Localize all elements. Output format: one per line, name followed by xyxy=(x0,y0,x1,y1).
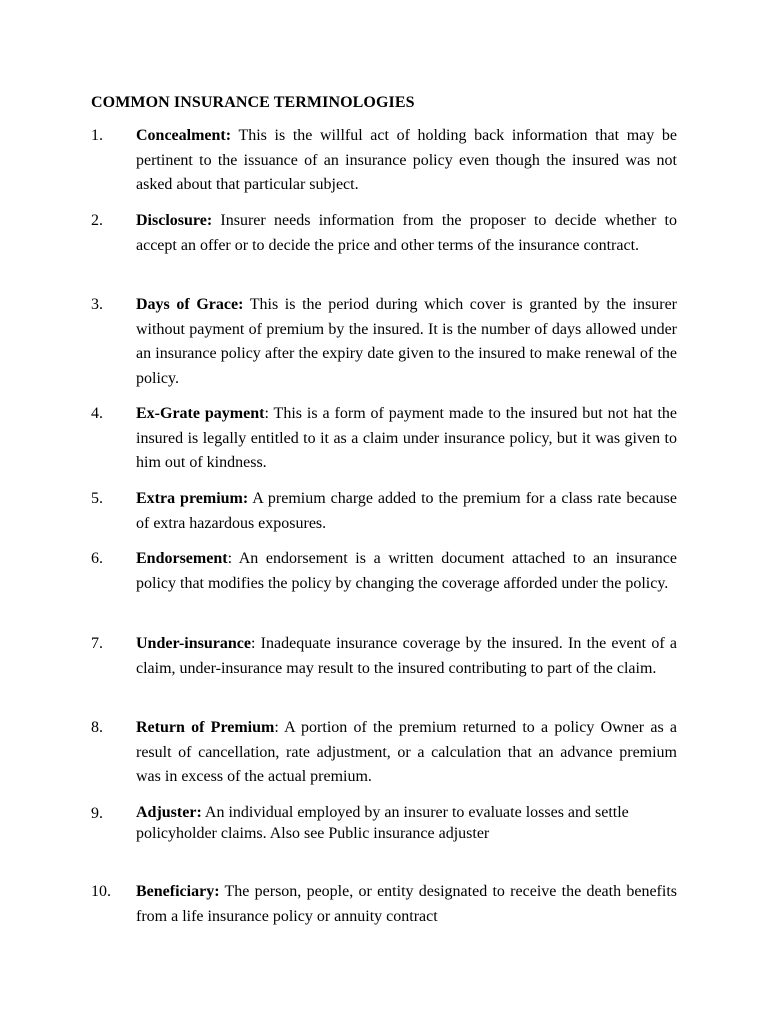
item-term: Days of Grace: xyxy=(136,296,244,313)
item-text xyxy=(136,124,677,198)
item-text xyxy=(136,402,677,476)
item-term: Disclosure: xyxy=(136,212,213,229)
item-number: 2. xyxy=(91,212,103,229)
list-item xyxy=(91,632,677,681)
item-definition: Insurer needs information from the proposer to decide whether to accept an offer or to decide the price and other terms of the insurance contract. xyxy=(136,212,677,254)
item-definition: : An endorsement is a written document attached to an insurance policy that modifies the policy by changing the coverage afforded under the policy. xyxy=(136,550,677,592)
item-number: 1. xyxy=(91,127,103,144)
item-term: Adjuster: xyxy=(136,804,202,821)
list-item xyxy=(91,716,677,790)
item-number: 9. xyxy=(91,805,103,822)
item-term: Concealment: xyxy=(136,127,232,144)
item-number: 6. xyxy=(91,550,103,567)
list-item xyxy=(91,402,677,476)
item-text xyxy=(136,880,677,929)
item-definition: An individual employed by an insurer to evaluate losses and settle policyholder claims. Also see Public insurance adjuster xyxy=(136,804,629,842)
item-definition: This is the willful act of holding back information that may be pertinent to the issuance of an insurance policy even though the insured was not asked about that particular subject. xyxy=(136,127,677,193)
item-number: 4. xyxy=(91,405,103,422)
item-definition: : Inadequate insurance coverage by the insured. In the event of a claim, under-insurance may result to the insured contributing to part of the claim. xyxy=(136,635,677,677)
document-title: COMMON INSURANCE TERMINOLOGIES xyxy=(91,94,415,111)
item-number: 10. xyxy=(91,883,111,900)
item-text xyxy=(136,802,677,844)
item-text xyxy=(136,716,677,790)
item-definition: : A portion of the premium returned to a policy Owner as a result of cancellation, rate adjustment, or a calculation that an advance premium was in excess of the actual premium. xyxy=(136,719,677,785)
list-item xyxy=(91,802,677,844)
list-item xyxy=(91,293,677,391)
item-term: Return of Premium xyxy=(136,719,275,736)
item-definition: The person, people, or entity designated to receive the death benefits from a life insurance policy or annuity contract xyxy=(136,883,677,925)
item-term: Endorsement xyxy=(136,550,228,567)
item-number: 7. xyxy=(91,635,103,652)
item-text xyxy=(136,293,677,391)
item-definition: A premium charge added to the premium for a class rate because of extra hazardous exposures. xyxy=(136,490,677,532)
item-term: Ex-Grate payment xyxy=(136,405,265,422)
item-text xyxy=(136,632,677,681)
item-term: Under-insurance xyxy=(136,635,251,652)
item-term: Beneficiary: xyxy=(136,883,220,900)
list-item xyxy=(91,209,677,258)
list-item xyxy=(91,124,677,198)
list-item xyxy=(91,487,677,536)
item-term: Extra premium: xyxy=(136,490,249,507)
item-number: 8. xyxy=(91,719,103,736)
item-text xyxy=(136,209,677,258)
item-text xyxy=(136,487,677,536)
list-item xyxy=(91,547,677,596)
item-number: 5. xyxy=(91,490,103,507)
item-definition: : This is a form of payment made to the insured but not hat the insured is legally entitled to it as a claim under insurance policy, but it was given to him out of kindness. xyxy=(136,405,678,471)
item-number: 3. xyxy=(91,296,103,313)
item-definition: This is the period during which cover is granted by the insurer without payment of premium by the insured. It is the number of days allowed under an insurance policy after the expiry date given to the insured to make renewal of the policy. xyxy=(136,296,677,387)
list-item xyxy=(91,880,677,929)
item-text xyxy=(136,547,677,596)
